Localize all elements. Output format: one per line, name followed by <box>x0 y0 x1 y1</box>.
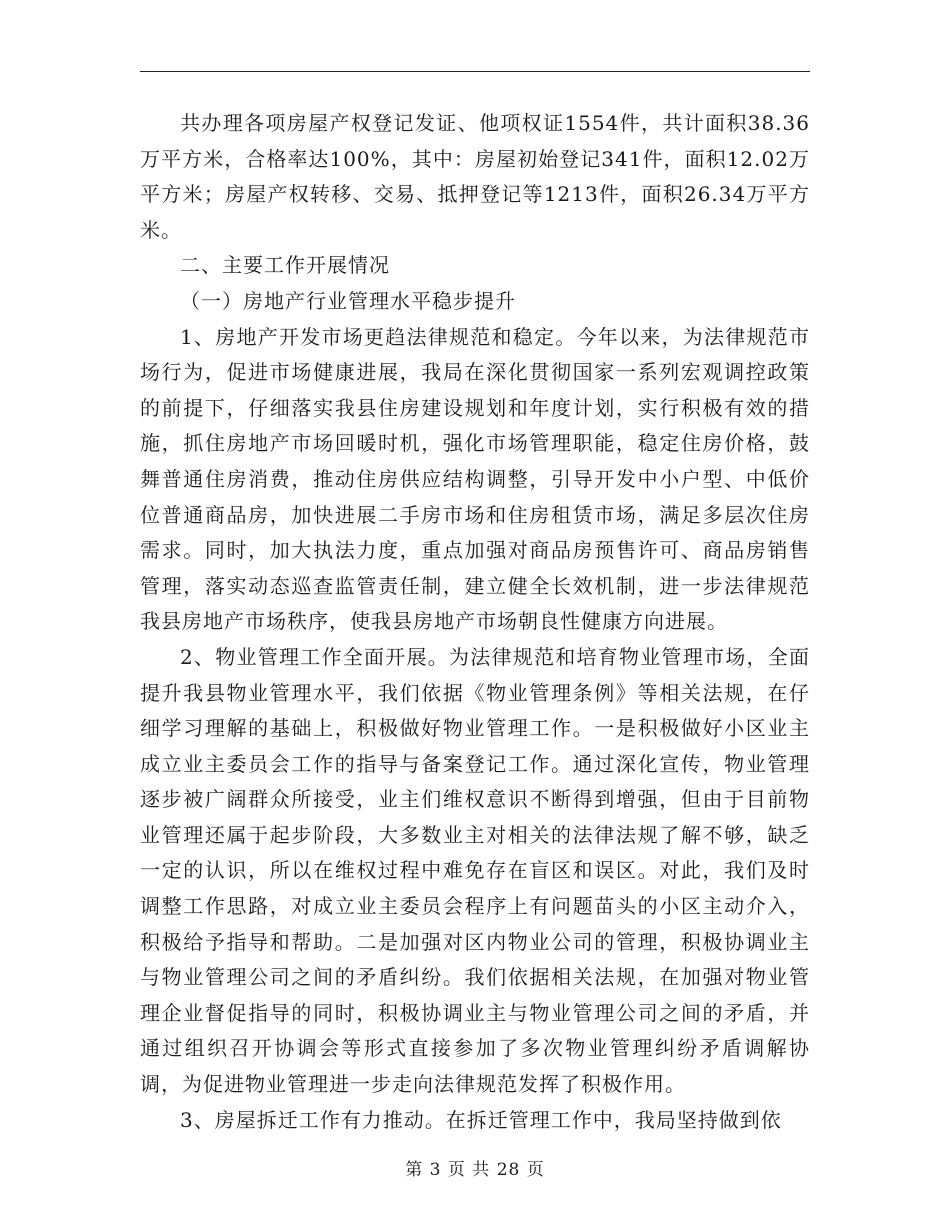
section-heading-main-work: 二、主要工作开展情况 <box>180 253 390 278</box>
page-number: 第 3 页 共 28 页 <box>405 1160 545 1180</box>
paragraph-property-management: 2、物业管理工作全面开展。为法律规范和培育物业管理市场，全面提升我县物业管理水平，我们依据《物业管理条例》等相关法规，在仔细学习理解的基础上，积极做好物业管理工作。一是积极做好小区业主成立业主委员会工作的指导与备案登记工作。通过深化宣传，物业管理逐步被广阔群众所接受，业主们维权意识不断得到增强，但由于目前物业管理还属于起步阶段，大多数业主对相关的法律法规了解不够，缺乏一定的认识，所以在维权过程中难免存在盲区和误区。对此，我们及时调整工作思路，对成立业主委员会程序上有问题苗头的小区主动介入，积极给予指导和帮助。二是加强对区内物业公司的管理，积极协调业主与物业管理公司之间的矛盾纠纷。我们依据相关法规，在加强对物业管理企业督促指导的同时，积极协调业主与物业管理公司之间的矛盾，并通过组织召开协调会等形式直接参加了多次物业管理纠纷矛盾调解协调，为促进物业管理进一步走向法律规范发挥了积极作用。 <box>140 644 810 1097</box>
paragraph-registration-stats: 共办理各项房屋产权登记发证、他项权证1554件，共计面积38.36万平方米，合格率达100%，其中：房屋初始登记341件，面积12.02万平方米；房屋产权转移、交易、抵押登记等1213件，面积26.34万平方米。 <box>140 111 810 242</box>
document-body <box>140 106 810 1138</box>
subsection-heading-real-estate: （一）房地产行业管理水平稳步提升 <box>180 288 516 313</box>
paragraph-demolition: 3、房屋拆迁工作有力推动。在拆迁管理工作中，我局坚持做到依 <box>180 1107 782 1132</box>
header-rule <box>140 71 810 72</box>
paragraph-development-market: 1、房地产开发市场更趋法律规范和稳定。今年以来，为法律规范市场行为，促进市场健康进展，我局在深化贯彻国家一系列宏观调控政策的前提下，仔细落实我县住房建设规划和年度计划，实行积极有效的措施，抓住房地产市场回暖时机，强化市场管理职能，稳定住房价格，鼓舞普通住房消费，推动住房供应结构调整，引导开发中小户型、中低价位普通商品房，加快进展二手房市场和住房租赁市场，满足多层次住房需求。同时，加大执法力度，重点加强对商品房预售许可、商品房销售管理，落实动态巡查监管责任制，建立健全长效机制，进一步法律规范我县房地产市场秩序，使我县房地产市场朝良性健康方向进展。 <box>140 324 810 634</box>
